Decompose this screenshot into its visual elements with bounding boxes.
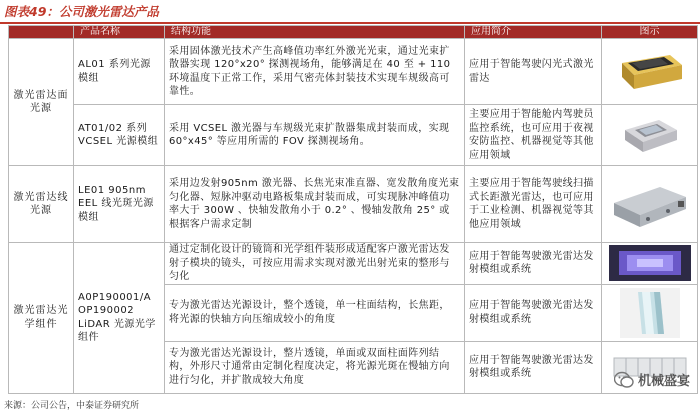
product-application: 应用于智能驾驶激光雷达发射模组或系统 — [465, 243, 602, 285]
category-optics: 激光雷达光学组件 — [9, 243, 74, 394]
header-function: 结构功能 — [165, 26, 465, 39]
wechat-icon — [614, 371, 634, 389]
at01-vcsel-image — [615, 108, 685, 162]
product-function: 通过定制化设计的镜筒和光学组件装形成适配客户激光雷达发射子模块的镜头，可按应用需求实现对激光出射光束的整形与匀化 — [165, 243, 465, 285]
product-application: 应用于智能驾驶激光雷达发射模组或系统 — [465, 341, 602, 393]
figure-title: 图表49：公司激光雷达产品 — [4, 4, 159, 19]
category-surface-light: 激光雷达面光源 — [9, 39, 74, 166]
product-image-cell — [602, 166, 698, 243]
product-name: AT01/02 系列 VCSEL 光源模组 — [74, 105, 165, 166]
table-row — [9, 39, 698, 105]
table-row — [9, 166, 698, 243]
al01-module-image — [614, 45, 686, 99]
product-function: 专为激光雷达光源设计，整个透镜，单一柱面结构，长焦距，将光源的快轴方向压缩成较小的角度 — [165, 284, 465, 341]
product-name: LE01 905nm EEL 线光斑光源模组 — [74, 166, 165, 243]
watermark — [614, 370, 690, 389]
source-note: 来源：公司公告，中泰证券研究所 — [4, 401, 140, 411]
product-application: 主要应用于智能舱内驾驶员监控系统，也可应用于夜视安防监控、机器视觉等其他应用领域 — [465, 105, 602, 166]
table-row — [9, 243, 698, 285]
product-application: 主要应用于智能驾驶线扫描式长距激光雷达，也可应用于工业检测、机器视觉等其他应用领域 — [465, 166, 602, 243]
product-image-cell — [602, 284, 698, 341]
cylinder-lens-image — [620, 288, 680, 338]
product-application: 应用于智能驾驶激光雷达发射模组或系统 — [465, 284, 602, 341]
header-application: 应用简介 — [465, 26, 602, 39]
watermark-text: 机械盛宴 — [637, 374, 690, 389]
product-name: AL01 系列光源模组 — [74, 39, 165, 105]
product-function: 采用固体激光技术产生高峰值功率红外激光光束，通过光束扩散器实现 120°x20° 探测视场角，能够满足在 40 至 + 110 环境温度下正常工作，采用气密壳体封装技术实现车规级高可靠性。 — [165, 39, 465, 105]
product-image-cell — [602, 105, 698, 166]
category-line-light: 激光雷达线光源 — [9, 166, 74, 243]
le01-eel-image — [608, 173, 692, 235]
product-image-cell — [602, 39, 698, 105]
table-header-row — [9, 26, 698, 39]
table-row — [9, 105, 698, 166]
product-image-cell — [602, 243, 698, 285]
header-product-name: 产品名称 — [74, 26, 165, 39]
product-application: 应用于智能驾驶闪光式激光雷达 — [465, 39, 602, 105]
product-table — [8, 25, 698, 394]
product-function: 专为激光雷达光源设计，整片透镜，单面或双面柱面阵列结构，外形尺寸通常由定制化程度决定，将光源光斑在慢轴方向进行匀化，并扩散成较大角度 — [165, 341, 465, 393]
title-rule — [0, 22, 700, 24]
product-function: 采用边发射905nm 激光器、长焦光束准直器、宽发散角度光束匀化器、短脉冲驱动电路板集成封装而成，可实现脉冲峰值功率大于 300W 、快轴发散角小于 0.2° 、慢轴发散角 25° 或根据客户需求定制 — [165, 166, 465, 243]
product-function: 采用 VCSEL 激光器与车规级光束扩散器集成封装而成，实现60°x45° 等应用所需的 FOV 探测视场角。 — [165, 105, 465, 166]
header-image: 图示 — [602, 26, 698, 39]
header-blank — [9, 26, 74, 39]
product-name: A0P190001/A OP190002 LiDAR 光源光学组件 — [74, 243, 165, 394]
lens-barrel-image — [607, 243, 693, 283]
